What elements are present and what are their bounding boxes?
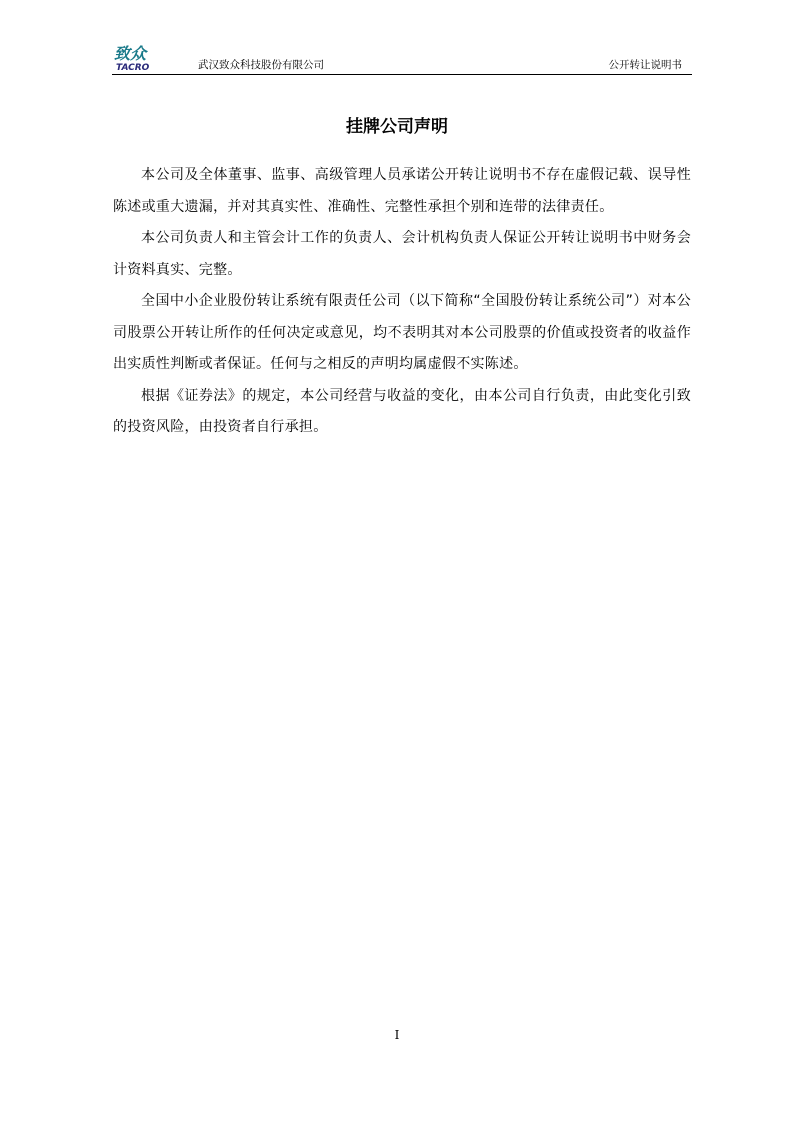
paragraph-financial-guarantee: 本公司负责人和主管会计工作的负责人、会计机构负责人保证公开转让说明书中财务会计资料真实、完整。	[113, 230, 691, 278]
logo-subtext: TACRO	[116, 63, 150, 72]
paragraph-risk: 根据《证券法》的规定，本公司经营与收益的变化，由本公司自行负责，由此变化引致的投资风险，由投资者自行承担。	[113, 387, 691, 435]
header-company-name: 武汉致众科技股份有限公司	[198, 59, 324, 71]
statement-body	[113, 160, 691, 444]
page-header	[112, 44, 692, 75]
paragraph-system-disclaimer: 全国中小企业股份转让系统有限责任公司（以下简称“全国股份转让系统公司”）对本公司股票公开转让所作的任何决定或意见，均不表明其对本公司股票的价值或投资者的收益作出实质性判断或者保证。任何与之相反的声明均属虚假不实陈述。	[113, 293, 691, 372]
page-title: 挂牌公司声明	[346, 117, 448, 137]
logo-mark-text: 致众	[114, 44, 147, 63]
paragraph-commitment: 本公司及全体董事、监事、高级管理人员承诺公开转让说明书不存在虚假记载、误导性陈述或重大遗漏，并对其真实性、准确性、完整性承担个别和连带的法律责任。	[113, 167, 691, 215]
page-number: I	[394, 1028, 400, 1042]
header-document-name: 公开转让说明书	[608, 59, 682, 71]
company-logo	[112, 44, 182, 72]
